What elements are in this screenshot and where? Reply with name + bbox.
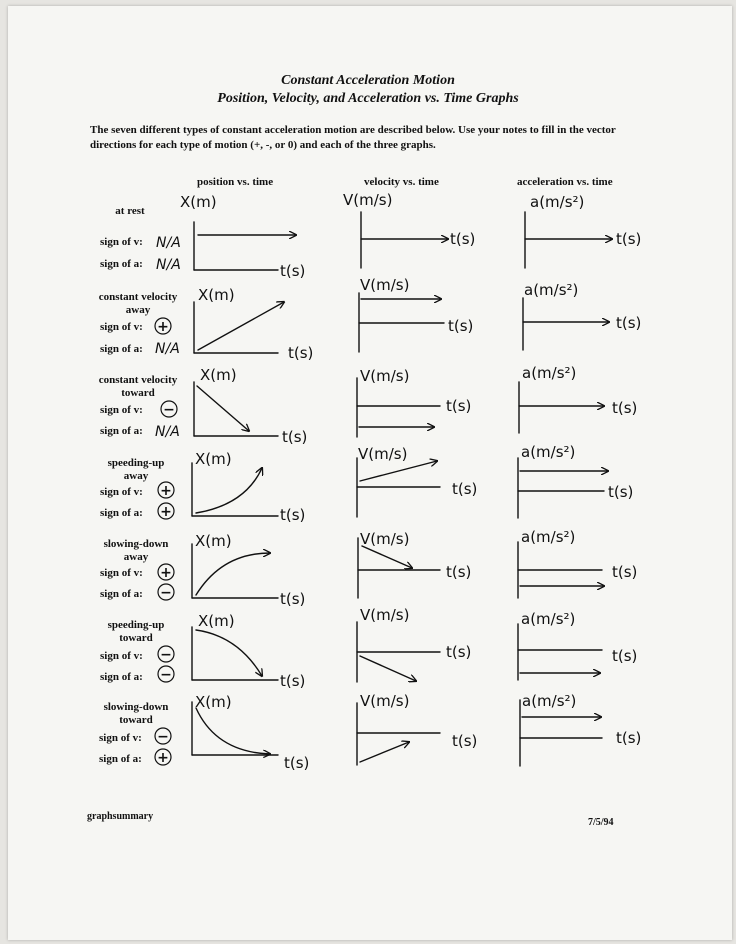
row3-position-graph xyxy=(194,382,278,436)
acceleration-axis-label: a(m/s²) xyxy=(522,692,577,710)
row-label-line: at rest xyxy=(115,205,145,217)
answer-a-row1: N/A xyxy=(156,257,181,273)
time-axis-label: t(s) xyxy=(446,643,472,661)
time-axis-label: t(s) xyxy=(284,754,310,772)
time-axis-label: t(s) xyxy=(452,732,478,750)
time-axis-label: t(s) xyxy=(446,397,472,415)
column-header-acceleration: acceleration vs. time xyxy=(517,176,613,188)
position-curve xyxy=(196,553,270,595)
row-label-line: constant velocity xyxy=(98,374,178,386)
acceleration-axis-label: a(m/s²) xyxy=(530,193,585,211)
answer-v-row7: − xyxy=(157,729,169,745)
sign-v-label: sign of v: xyxy=(100,236,143,248)
row4-acceleration-graph xyxy=(518,458,608,518)
acceleration-axis-label: a(m/s²) xyxy=(522,364,577,382)
row-label-line: toward xyxy=(119,714,153,726)
row-label-line: constant velocity xyxy=(98,291,178,303)
row2-position-graph xyxy=(194,302,284,353)
position-axis-label: X(m) xyxy=(195,450,232,468)
footer-filename: graphsummary xyxy=(87,811,154,822)
acceleration-axis-label: a(m/s²) xyxy=(521,610,576,628)
row-label-line: away xyxy=(125,304,151,316)
time-axis-label: t(s) xyxy=(608,483,634,501)
time-axis-label: t(s) xyxy=(280,672,306,690)
row1-acceleration-graph xyxy=(525,212,612,268)
row3-velocity-graph xyxy=(357,378,440,437)
time-axis-label: t(s) xyxy=(448,317,474,335)
answer-v-row1: N/A xyxy=(156,235,181,251)
row2-acceleration-graph xyxy=(523,298,609,350)
velocity-arrow xyxy=(360,742,409,762)
answer-v-row6: − xyxy=(160,647,172,663)
velocity-axis-label: V(m/s) xyxy=(360,276,410,294)
row-label-line: slowing-down xyxy=(103,538,169,550)
time-axis-label: t(s) xyxy=(616,314,642,332)
row4-position-graph xyxy=(192,463,278,516)
sign-v-label: sign of v: xyxy=(100,567,143,579)
position-axis-label: X(m) xyxy=(198,286,235,304)
time-axis-label: t(s) xyxy=(288,344,314,362)
sign-a-label: sign of a: xyxy=(99,753,142,765)
row-label-line: away xyxy=(123,551,149,563)
acceleration-axis-label: a(m/s²) xyxy=(521,528,576,546)
row2-velocity-graph xyxy=(359,293,444,352)
time-axis-label: t(s) xyxy=(616,230,642,248)
time-axis-label: t(s) xyxy=(616,729,642,747)
velocity-axis-label: V(m/s) xyxy=(360,530,410,548)
position-axis-label: X(m) xyxy=(198,612,235,630)
answer-a-row4: + xyxy=(160,504,172,520)
row4-velocity-graph xyxy=(357,458,440,517)
answer-a-row5: − xyxy=(160,585,172,601)
velocity-axis-label: V(m/s) xyxy=(358,445,408,463)
answer-v-row5: + xyxy=(160,565,172,581)
velocity-axis-label: V(m/s) xyxy=(360,606,410,624)
sign-v-label: sign of v: xyxy=(100,486,143,498)
position-curve xyxy=(196,468,262,513)
velocity-axis-label: V(m/s) xyxy=(360,692,410,710)
velocity-arrow xyxy=(360,656,416,681)
time-axis-label: t(s) xyxy=(280,590,306,608)
page-title: Constant Acceleration Motion xyxy=(281,73,455,88)
row5-position-graph xyxy=(192,544,278,598)
position-line xyxy=(197,386,249,431)
sign-v-label: sign of v: xyxy=(100,404,143,416)
row-label-line: toward xyxy=(121,387,155,399)
sign-a-label: sign of a: xyxy=(100,258,143,270)
row6-position-graph xyxy=(192,627,278,680)
acceleration-axis-label: a(m/s²) xyxy=(524,281,579,299)
sign-a-label: sign of a: xyxy=(100,588,143,600)
row6-acceleration-graph xyxy=(518,624,602,680)
time-axis-label: t(s) xyxy=(450,230,476,248)
row-label-line: toward xyxy=(119,632,153,644)
row-label-line: speeding-up xyxy=(107,457,165,469)
answer-v-row3: − xyxy=(163,402,175,418)
position-axis-label: X(m) xyxy=(195,532,232,550)
time-axis-label: t(s) xyxy=(282,428,308,446)
sign-v-label: sign of v: xyxy=(100,321,143,333)
row-label-line: speeding-up xyxy=(107,619,165,631)
position-curve xyxy=(196,708,270,754)
position-axis-label: X(m) xyxy=(180,193,217,211)
row7-velocity-graph xyxy=(357,703,440,765)
time-axis-label: t(s) xyxy=(612,563,638,581)
time-axis-label: t(s) xyxy=(612,647,638,665)
velocity-axis-label: V(m/s) xyxy=(343,191,393,209)
position-curve xyxy=(196,630,262,676)
velocity-arrow xyxy=(362,546,412,568)
row3-acceleration-graph xyxy=(519,382,604,433)
position-axis-label: X(m) xyxy=(195,693,232,711)
position-line xyxy=(198,302,284,350)
footer-date: 7/5/94 xyxy=(588,817,614,828)
time-axis-label: t(s) xyxy=(452,480,478,498)
instructions-paragraph: The seven different types of constant acceleration motion are described below. Use your notes to fill in the vector directions for each type of motion (+, -, or 0) and each of the three graphs. xyxy=(90,124,616,151)
sign-a-label: sign of a: xyxy=(100,343,143,355)
sign-a-label: sign of a: xyxy=(100,671,143,683)
answer-a-row2: N/A xyxy=(155,341,180,357)
time-axis-label: t(s) xyxy=(612,399,638,417)
answer-a-row7: + xyxy=(157,750,169,766)
page-subtitle: Position, Velocity, and Acceleration vs. Time Graphs xyxy=(217,91,519,106)
velocity-arrow xyxy=(360,461,437,481)
position-axis-label: X(m) xyxy=(200,366,237,384)
sign-v-label: sign of v: xyxy=(100,650,143,662)
time-axis-label: t(s) xyxy=(446,563,472,581)
row-label-line: away xyxy=(123,470,149,482)
acceleration-axis-label: a(m/s²) xyxy=(521,443,576,461)
answer-a-row6: − xyxy=(160,667,172,683)
row6-velocity-graph xyxy=(357,622,440,682)
row1-velocity-graph xyxy=(361,212,448,268)
sign-a-label: sign of a: xyxy=(100,425,143,437)
answer-a-row3: N/A xyxy=(155,424,180,440)
answer-v-row2: + xyxy=(157,319,169,335)
column-header-position: position vs. time xyxy=(197,176,274,188)
column-header-velocity: velocity vs. time xyxy=(364,176,439,188)
time-axis-label: t(s) xyxy=(280,262,306,280)
time-axis-label: t(s) xyxy=(280,506,306,524)
velocity-axis-label: V(m/s) xyxy=(360,367,410,385)
sign-v-label: sign of v: xyxy=(99,732,142,744)
row-label-line: slowing-down xyxy=(103,701,169,713)
sign-a-label: sign of a: xyxy=(100,507,143,519)
answer-v-row4: + xyxy=(160,483,172,499)
row5-acceleration-graph xyxy=(518,542,604,598)
